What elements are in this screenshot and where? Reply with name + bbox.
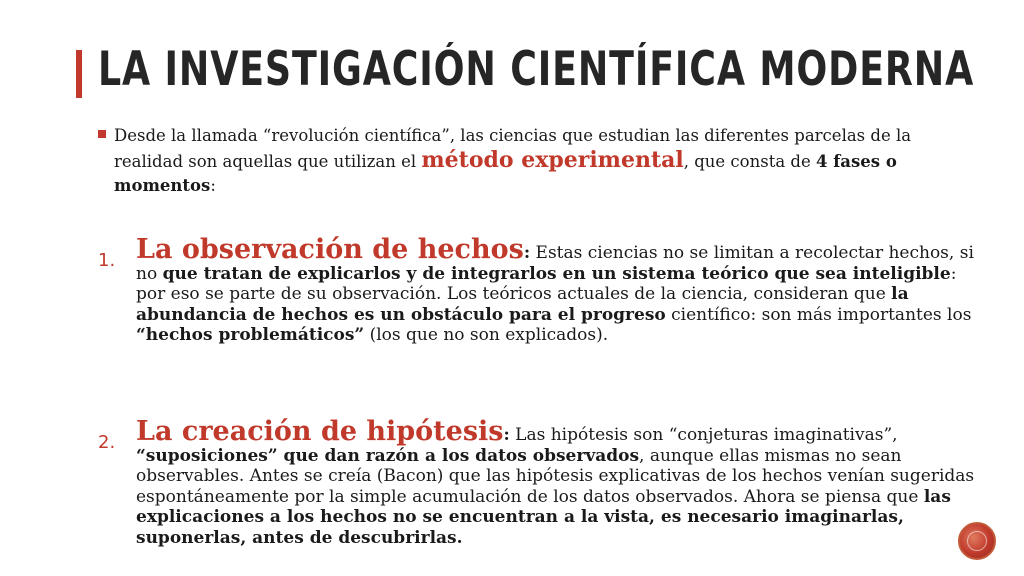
item-heading: La creación de hipótesis	[136, 416, 504, 447]
list-number: 1.	[98, 250, 116, 271]
list-item-hipotesis	[98, 416, 978, 548]
title-accent-bar	[76, 50, 82, 98]
slide-title: LA INVESTIGACIÓN CIENTÍFICA MODERNA	[98, 42, 975, 97]
item-bold: “hechos problemáticos”	[136, 325, 365, 345]
list-item-body	[136, 234, 978, 346]
intro-text-part: :	[210, 176, 216, 195]
list-item-body	[136, 416, 978, 548]
item-text: científico: son más importantes los	[665, 304, 972, 325]
item-text: : por eso se parte de su observación. Los teóricos actuales de la ciencia, consideran que	[136, 263, 957, 304]
item-bold: la abundancia de hechos es un obstáculo para el progreso	[136, 284, 909, 325]
item-bold: las explicaciones a los hechos no se encuentran a la vista, es necesario imaginarlas, suponerlas, antes de descubrirlas.	[136, 486, 951, 548]
list-number: 2.	[98, 432, 116, 453]
item-colon: :	[503, 425, 510, 445]
intro-text-part: Desde la llamada “revolución científica”, las ciencias que estudian las diferentes parcelas de la realidad son aquellas que utilizan el	[114, 126, 912, 171]
intro-text-part: , que consta de	[683, 152, 816, 171]
item-colon: :	[523, 243, 531, 263]
item-text: Las hipótesis son “conjeturas imaginativas”,	[509, 425, 898, 445]
top-bar	[0, 0, 1024, 10]
intro-bold: 4 fases o momentos	[114, 152, 897, 195]
item-text: (los que no son explicados).	[364, 325, 609, 345]
square-bullet-icon	[98, 130, 106, 138]
intro-highlight: método experimental	[421, 147, 684, 173]
slide-nav-circle-icon[interactable]	[958, 522, 996, 560]
item-text: Estas ciencias no se limitan a recolectar hechos, si no	[136, 243, 974, 284]
nav-circle-inner	[967, 531, 987, 551]
item-text: , aunque ellas mismas no sean observables. Antes se creía (Bacon) que las hipótesis explicativas de los hechos venían sugeridas espontáneamente por la simple acumulación de los datos observados. Ahora se piensa que	[136, 445, 975, 507]
item-bold: “suposiciones” que dan razón a los datos observados	[136, 445, 640, 466]
intro-paragraph	[98, 124, 978, 198]
item-heading: La observación de hechos	[136, 234, 524, 265]
intro-text	[114, 124, 978, 198]
list-item-observacion	[98, 234, 978, 346]
item-bold: que tratan de explicarlos y de integrarlos en un sistema teórico que sea inteligible	[162, 263, 951, 284]
